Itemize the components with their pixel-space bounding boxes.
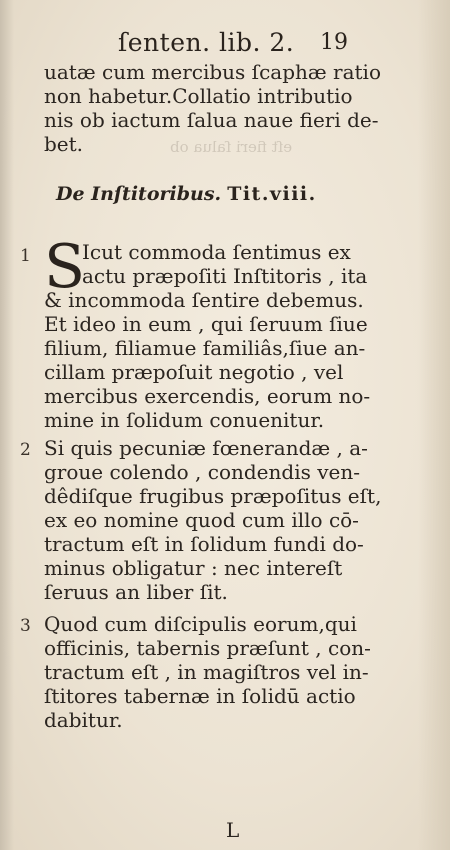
page-edge-shadow: [0, 0, 14, 850]
text-line: dabitur.: [44, 708, 123, 732]
text-line: filium, filiamue familiâs,ſiue an-: [44, 336, 366, 360]
text-line: actu præpoſiti Inſtitoris , ita: [82, 264, 368, 288]
text-line: Et ideo in eum , qui ſeruum ſiue: [44, 312, 368, 336]
paragraph-number: 2: [20, 440, 31, 460]
running-head: [0, 28, 450, 64]
section-title: [56, 183, 317, 205]
text-line: Si quis pecuniæ fœnerandæ , a-: [44, 436, 368, 460]
text-line: cillam præpoſuit negotio , vel: [44, 360, 344, 384]
text-line: groue colendo , condendis ven-: [44, 460, 360, 484]
text-line: nis ob iactum ſalua naue fieri de-: [44, 108, 379, 132]
text-line: Icut commoda ſentimus ex: [82, 240, 351, 264]
text-line: & incommoda ſentire debemus.: [44, 288, 364, 312]
text-line: mercibus exercendis, eorum no-: [44, 384, 371, 408]
page-number: 19: [320, 30, 348, 55]
text-line: minus obligatur : nec intereſt: [44, 556, 343, 580]
text-line: tractum eſt , in magiſtros vel in-: [44, 660, 369, 684]
section-title-number: Tit.viii.: [227, 183, 317, 205]
text-line: dêdiſque frugibus præpoſitus eſt,: [44, 484, 382, 508]
section-title-name: De Inſtitoribus.: [56, 183, 222, 205]
paragraph-number: 3: [20, 616, 31, 636]
text-line: ſeruus an liber ſit.: [44, 580, 228, 604]
catchword: L: [226, 818, 240, 842]
text-line: ex eo nomine quod cum illo cō-: [44, 508, 359, 532]
text-line: uatæ cum mercibus ſcaphæ ratio: [44, 60, 381, 84]
text-line: Quod cum diſcipulis eorum,qui: [44, 612, 357, 636]
text-line: mine in ſolidum conuenitur.: [44, 408, 325, 432]
drop-cap: S: [44, 232, 86, 302]
page-fold-shadow: [418, 0, 450, 850]
text-line: bet.: [44, 132, 84, 156]
text-line: non habetur.Collatio intributio: [44, 84, 353, 108]
text-line: officinis, tabernis præſunt , con-: [44, 636, 371, 660]
bleed-through-text: eſt fieri ſalua ob: [170, 138, 293, 156]
text-line: ſtitores tabernæ in ſolidū actio: [44, 684, 356, 708]
running-head-title: ſenten. lib. 2.: [118, 28, 295, 57]
text-line: tractum eſt in ſolidum fundi do-: [44, 532, 364, 556]
paragraph-number: 1: [20, 246, 31, 266]
